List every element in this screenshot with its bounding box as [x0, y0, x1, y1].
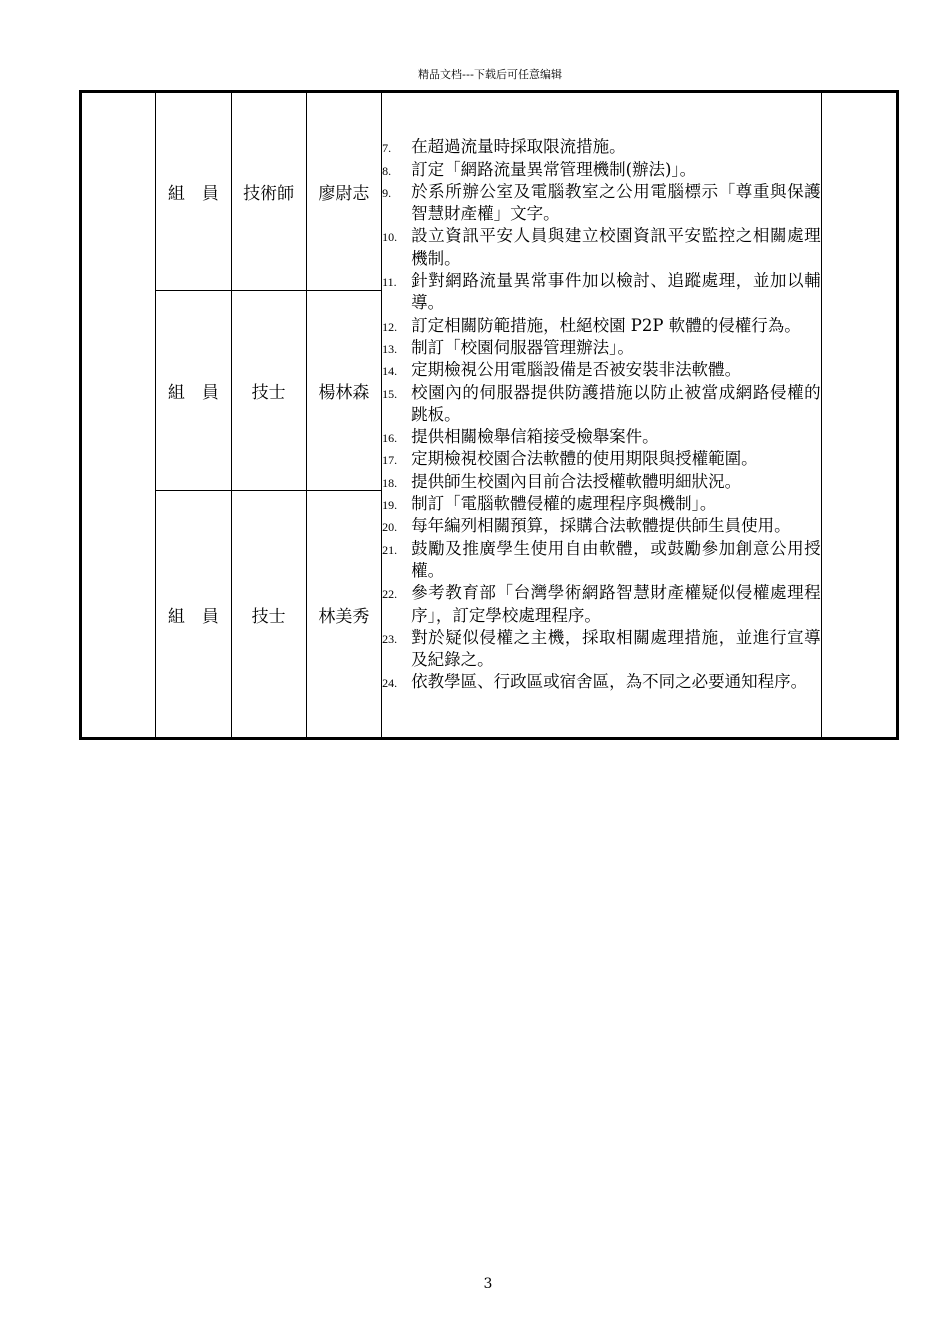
member-name: 楊林森 [306, 291, 381, 491]
task-text: 提供相關檢舉信箱接受檢舉案件。 [411, 427, 659, 447]
task-number: 23. [382, 631, 398, 646]
task-item [382, 426, 821, 448]
table-row [81, 92, 898, 291]
remarks-cell [821, 92, 897, 739]
task-number: 9. [382, 185, 392, 200]
task-item [382, 493, 821, 515]
task-text: 針對網路流量異常事件加以檢討、追蹤處理，並加以輔導。 [411, 271, 821, 313]
page-header: 精品文档---下载后可任意编辑 [418, 68, 562, 81]
member-title: 技士 [231, 291, 306, 491]
blank-cell [81, 92, 156, 739]
task-list [382, 136, 821, 693]
task-text: 訂定相關防範措施，杜絕校園 P2P 軟體的侵權行為。 [411, 315, 801, 335]
task-item [382, 337, 821, 359]
task-number: 18. [382, 475, 398, 490]
task-text: 校園內的伺服器提供防護措施以防止被當成網路侵權的跳板。 [411, 382, 821, 424]
task-item [382, 159, 821, 181]
task-text: 制訂「電腦軟體侵權的處理程序與機制」。 [411, 494, 717, 514]
task-text: 於系所辦公室及電腦教室之公用電腦標示「尊重與保護智慧財產權」文字。 [411, 181, 821, 224]
tasks-cell [382, 92, 822, 739]
task-text: 制訂「校園伺服器管理辦法」。 [411, 337, 634, 357]
task-number: 20. [382, 520, 398, 535]
task-text: 依教學區、行政區或宿舍區，為不同之必要通知程序。 [411, 672, 808, 692]
task-number: 17. [382, 453, 398, 468]
task-item [382, 359, 821, 381]
task-number: 14. [382, 364, 398, 379]
member-title: 技士 [231, 491, 306, 739]
task-text: 設立資訊平安人員與建立校園資訊平安監控之相關處理機制。 [411, 226, 821, 268]
task-text: 每年編列相關預算，採購合法軟體提供師生員使用。 [411, 516, 791, 536]
task-item [382, 582, 821, 627]
task-number: 7. [382, 141, 392, 156]
member-title: 技術師 [231, 92, 306, 291]
task-item [382, 136, 821, 158]
task-number: 21. [382, 542, 398, 557]
member-role: 組 員 [156, 92, 231, 291]
task-item [382, 538, 821, 583]
task-text: 定期檢視公用電腦設備是否被安裝非法軟體。 [411, 360, 742, 380]
task-text: 在超過流量時採取限流措施。 [411, 137, 626, 157]
task-item [382, 181, 821, 226]
member-name: 林美秀 [306, 491, 381, 739]
task-item [382, 315, 821, 337]
task-number: 8. [382, 163, 392, 178]
member-name: 廖尉志 [306, 92, 381, 291]
task-item [382, 270, 821, 315]
task-number: 22. [382, 587, 398, 602]
task-text: 訂定「網路流量異常管理機制(辦法)」。 [411, 159, 697, 179]
task-number: 13. [382, 341, 398, 356]
task-text: 參考教育部「台灣學術網路智慧財產權疑似侵權處理程序」，訂定學校處理程序。 [411, 583, 821, 625]
task-number: 10. [382, 230, 398, 245]
task-number: 15. [382, 386, 398, 401]
task-item [382, 671, 821, 693]
task-number: 24. [382, 676, 398, 691]
page-number: 3 [483, 1276, 493, 1292]
member-role: 組 員 [156, 491, 231, 739]
task-item [382, 471, 821, 493]
task-text: 提供師生校園內目前合法授權軟體明細狀況。 [411, 471, 742, 491]
task-text: 對於疑似侵權之主機，採取相關處理措施，並進行宣導及紀錄之。 [411, 627, 821, 670]
task-number: 11. [382, 275, 397, 290]
task-item [382, 448, 821, 470]
task-item [382, 382, 821, 427]
task-item [382, 225, 821, 270]
task-item [382, 627, 821, 672]
task-number: 19. [382, 498, 398, 513]
task-text: 定期檢視校園合法軟體的使用期限與授權範圍。 [411, 449, 758, 469]
task-text: 鼓勵及推廣學生使用自由軟體，或鼓勵參加創意公用授權。 [411, 538, 821, 580]
task-number: 16. [382, 431, 398, 446]
member-role: 組 員 [156, 291, 231, 491]
task-number: 12. [382, 319, 398, 334]
task-item [382, 515, 821, 537]
responsibility-table [79, 90, 899, 740]
